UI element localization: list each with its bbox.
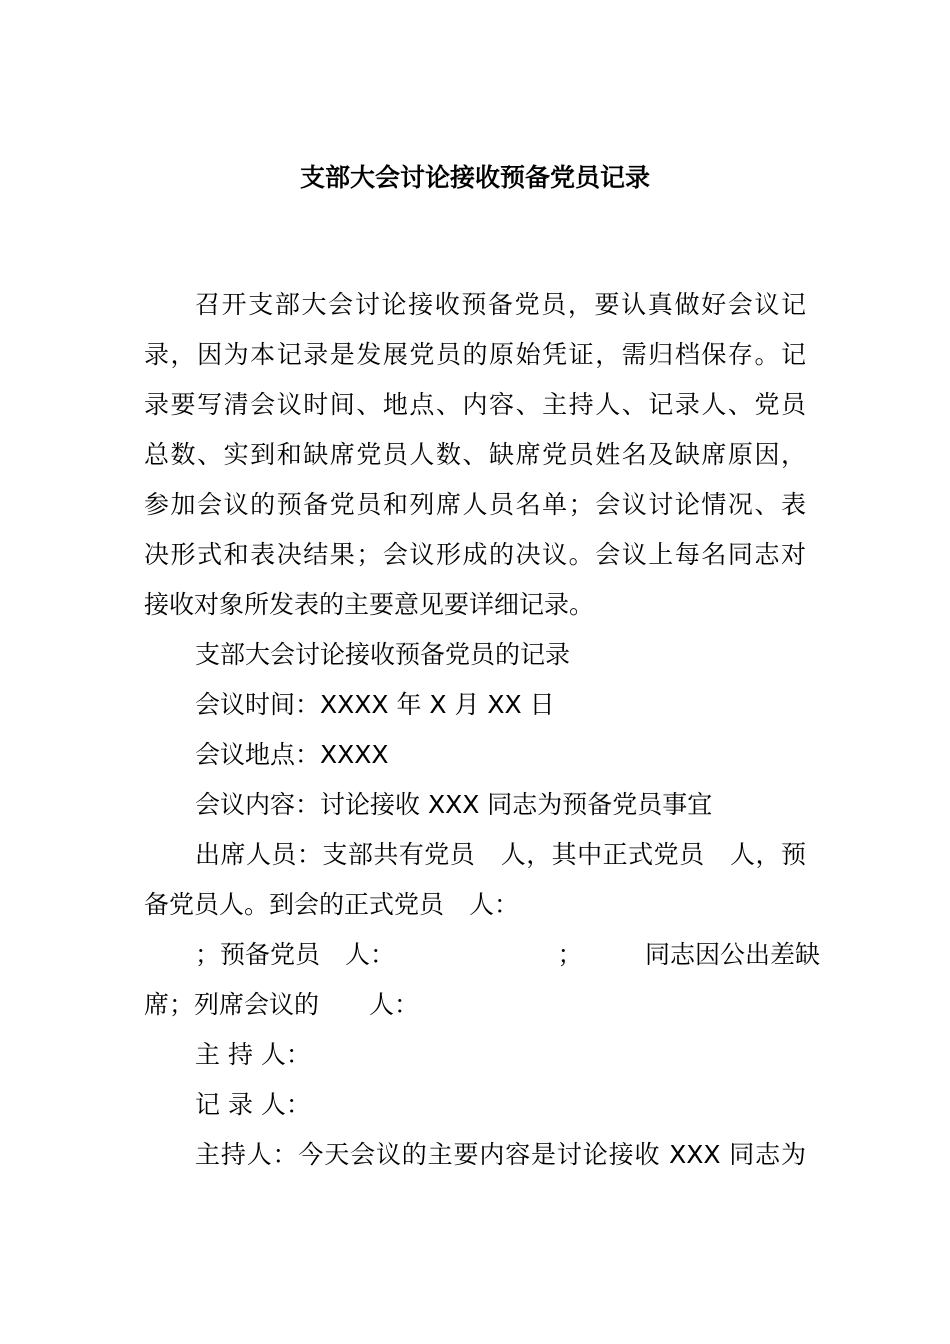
host-field: 主 持 人： xyxy=(195,1040,311,1069)
attendees-line: 备党员人。到会的正式党员 人： xyxy=(144,890,520,919)
recorder-field: 记 录 人： xyxy=(195,1090,311,1119)
body-line: 总数、实到和缺席党员人数、缺席党员姓名及缺席原因， xyxy=(144,440,806,469)
body-line: 录，因为本记录是发展党员的原始凭证，需归档保存。记 xyxy=(144,340,806,369)
body-line: 接收对象所发表的主要意见要详细记录。 xyxy=(144,590,595,619)
body-line: 决形式和表决结果；会议形成的决议。会议上每名同志对 xyxy=(144,540,806,569)
attendees-line: 出席人员：支部共有党员 人，其中正式党员 人，预 xyxy=(195,840,806,869)
attendees-line: 席；列席会议的 人： xyxy=(144,990,420,1019)
body-line: 召开支部大会讨论接收预备党员，要认真做好会议记 xyxy=(195,290,806,319)
document-title: 支部大会讨论接收预备党员记录 xyxy=(299,163,650,192)
host-statement: 主持人：今天会议的主要内容是讨论接收 XXX 同志为 xyxy=(195,1140,806,1169)
meeting-location: 会议地点：XXXX xyxy=(195,740,389,769)
body-line: 参加会议的预备党员和列席人员名单；会议讨论情况、表 xyxy=(144,490,806,519)
record-heading: 支部大会讨论接收预备党员的记录 xyxy=(195,640,571,669)
attendees-line: ；预备党员 人： ； 同志因公出差缺 xyxy=(195,940,821,969)
meeting-content: 会议内容：讨论接收 XXX 同志为预备党员事宜 xyxy=(195,790,713,819)
body-line: 录要写清会议时间、地点、内容、主持人、记录人、党员 xyxy=(144,390,806,419)
document-body xyxy=(144,280,821,1180)
meeting-time: 会议时间：XXXX 年 X 月 XX 日 xyxy=(195,690,555,719)
